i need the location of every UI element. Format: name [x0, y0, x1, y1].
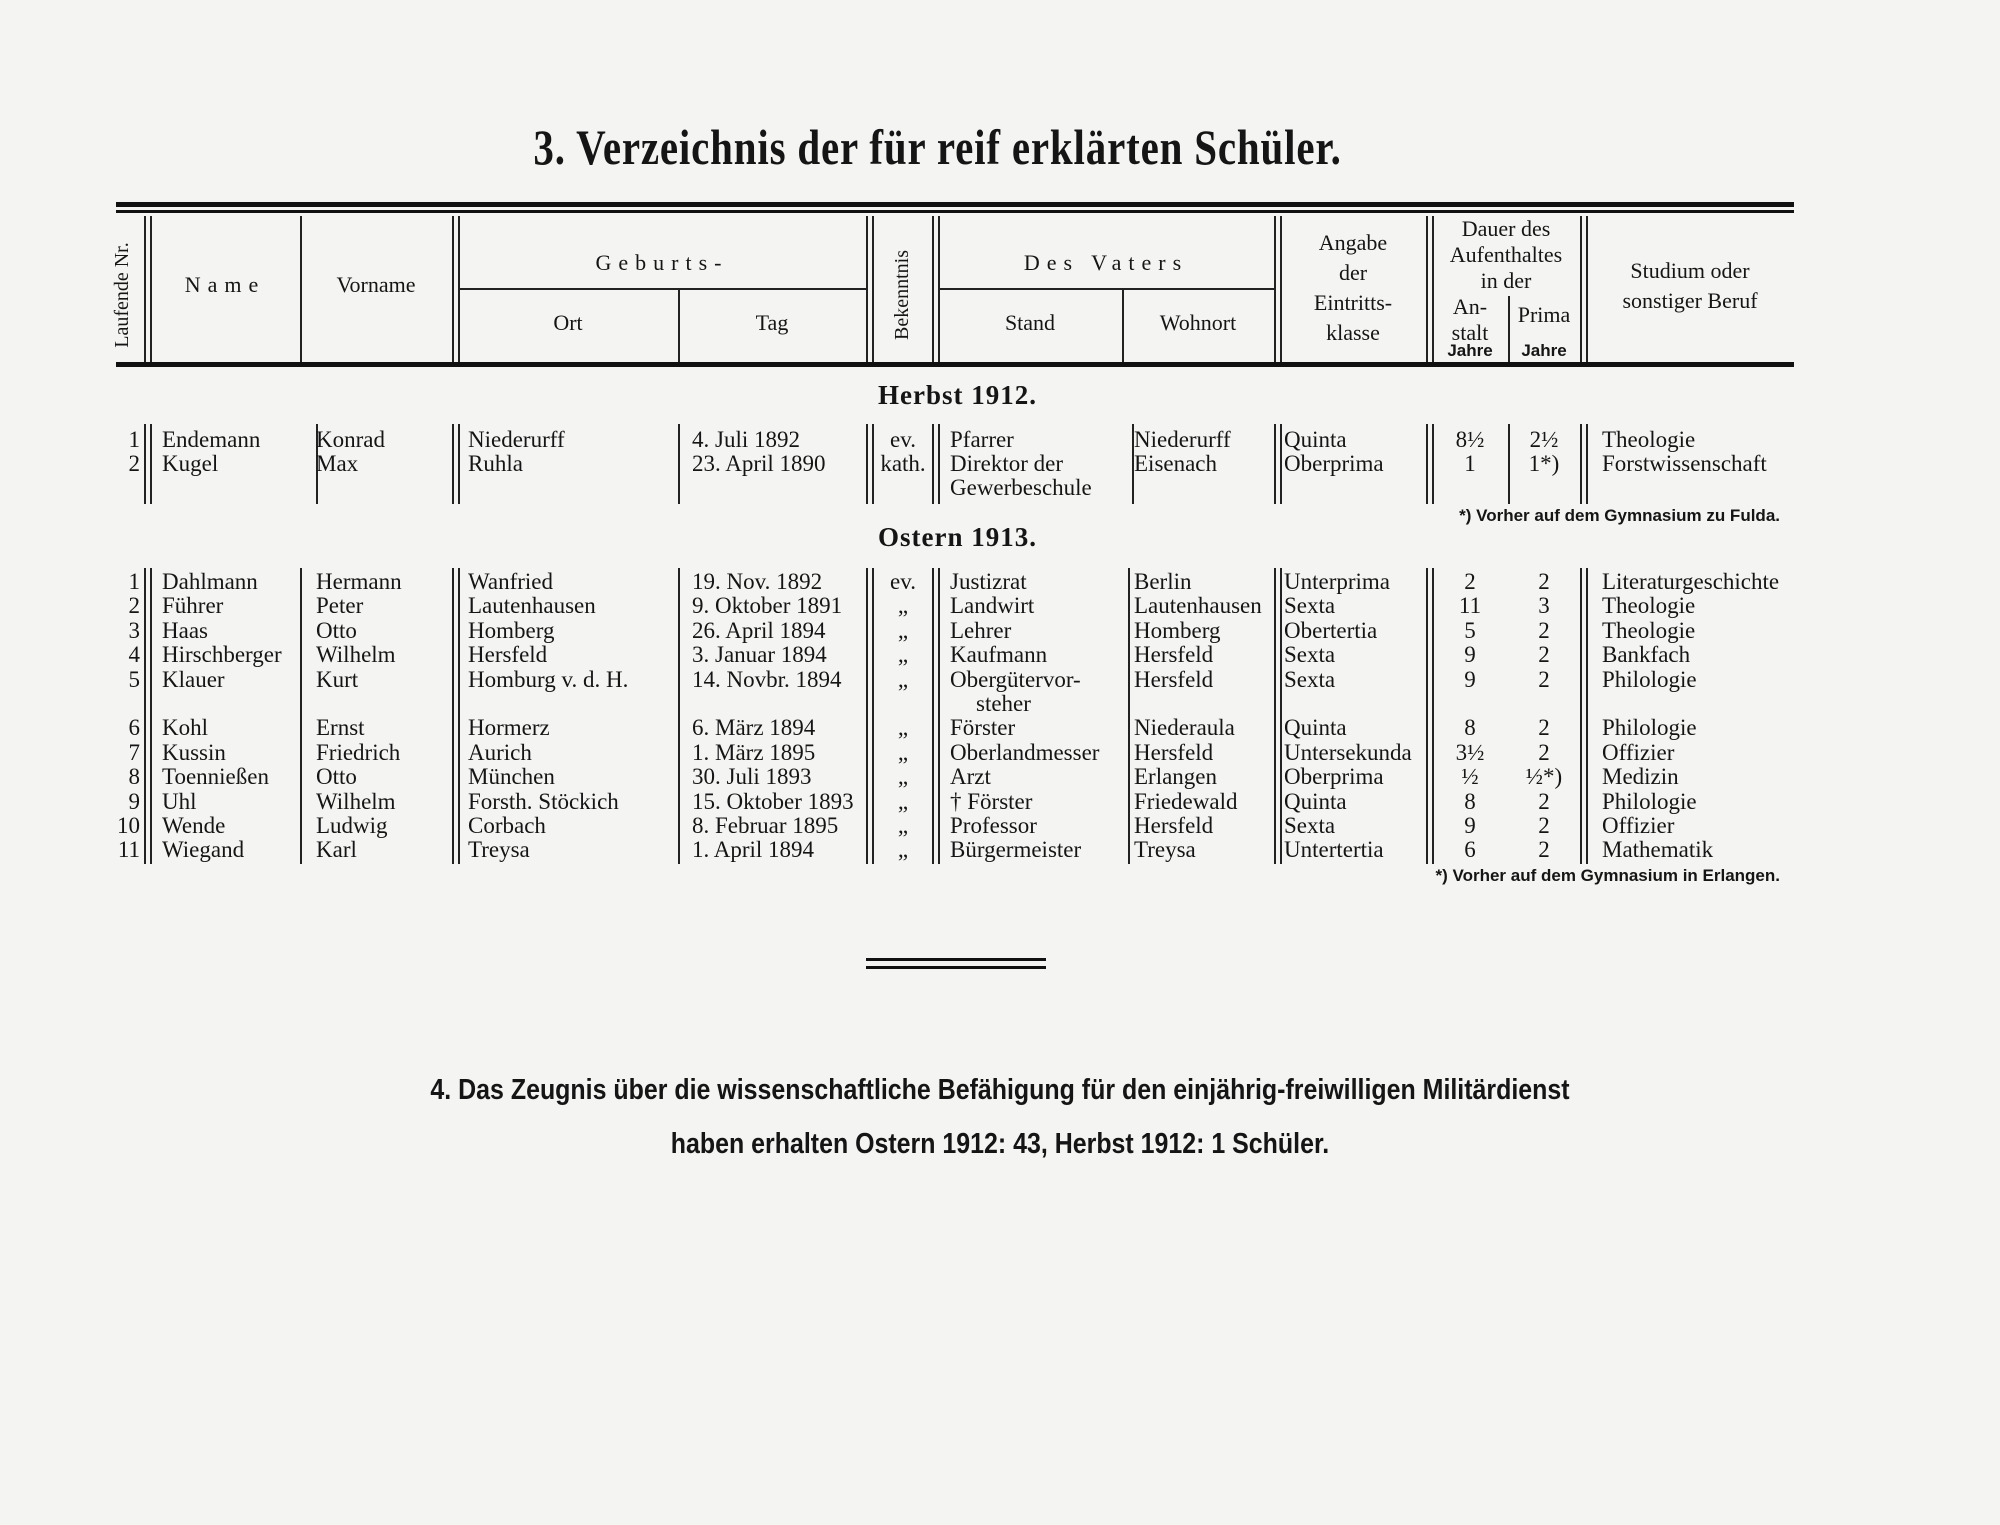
- bottom-text-line-1: 4. Das Zeugnis über die wissenschaftliche Befähigung für den einjährig-freiwilligen Militärdienst: [430, 1074, 1570, 1106]
- cell-klasse: Unterprima: [1284, 569, 1391, 594]
- cell-bek: „: [897, 837, 909, 863]
- cell-klasse: Untersekunda: [1284, 739, 1412, 765]
- cell-nr: 3: [128, 617, 140, 643]
- cell-vorname: Konrad: [316, 427, 385, 452]
- header-name: Name: [184, 272, 266, 297]
- header-geburts: Geburts-: [595, 250, 729, 275]
- cell-beruf: Theologie: [1602, 593, 1696, 619]
- cell-wohnort: Eisenach: [1134, 451, 1218, 476]
- cell-stand: Förster: [950, 715, 1016, 741]
- cell-anstalt: 6: [1464, 837, 1476, 863]
- page-title: 3. Verzeichnis der für reif erklärten Schüler.: [533, 119, 1342, 175]
- cell-stand: Kaufmann: [950, 642, 1048, 668]
- cell-anstalt: 9: [1464, 642, 1476, 668]
- cell-bek: „: [897, 666, 909, 692]
- cell-nr: 6: [128, 715, 140, 741]
- cell-bek: „: [897, 813, 909, 838]
- cell-tag: 6. März 1894: [692, 715, 816, 741]
- cell-stand: Lehrer: [950, 617, 1012, 643]
- cell-wohnort: Niederurff: [1134, 427, 1231, 452]
- table-row: [0, 619, 2000, 643]
- cell-beruf: Forstwissenschaft: [1602, 451, 1767, 476]
- cell-nr: 2: [128, 593, 140, 619]
- cell-name: Klauer: [162, 666, 225, 692]
- cell-klasse: Untertertia: [1284, 837, 1384, 863]
- cell-nr: 7: [128, 739, 140, 765]
- cell-vorname: Ludwig: [316, 813, 388, 838]
- cell-prima: 3: [1538, 593, 1550, 619]
- cell-anstalt: 11: [1458, 593, 1482, 619]
- cell-anstalt: 3½: [1455, 739, 1485, 765]
- cell-ort: Homberg: [468, 617, 555, 643]
- cell-tag: 14. Novbr. 1894: [692, 666, 842, 692]
- cell-klasse: Quinta: [1284, 715, 1347, 741]
- cell-name: Endemann: [162, 427, 261, 452]
- cell-bek: ev.: [890, 427, 916, 452]
- cell-wohnort: Hersfeld: [1134, 813, 1214, 838]
- cell-bek: „: [897, 715, 909, 741]
- cell-wohnort: Hersfeld: [1134, 666, 1214, 692]
- cell-beruf: Medizin: [1602, 764, 1679, 790]
- cell-nr: 9: [128, 788, 140, 814]
- cell-beruf: Theologie: [1602, 617, 1696, 643]
- cell-anstalt: 8½: [1455, 427, 1485, 452]
- cell-tag: 1. April 1894: [692, 837, 815, 863]
- cell-stand: Oberlandmesser: [950, 739, 1100, 765]
- cell-bek: „: [897, 617, 909, 643]
- cell-ort: Forsth. Stöckich: [468, 788, 619, 814]
- header-wohnort: Wohnort: [1159, 310, 1237, 335]
- cell-vorname: Peter: [316, 593, 364, 619]
- cell-vorname: Friedrich: [316, 739, 401, 765]
- cell-prima: 2: [1538, 617, 1550, 643]
- cell-vorname: Karl: [316, 837, 357, 863]
- table-row: [0, 451, 2000, 500]
- cell-prima: 2½: [1529, 427, 1559, 452]
- table-row: [0, 716, 2000, 740]
- cell-klasse: Sexta: [1284, 593, 1336, 619]
- table-row: [0, 741, 2000, 765]
- cell-prima: 2: [1538, 715, 1550, 741]
- cell-wohnort: Niederaula: [1134, 715, 1235, 741]
- cell-tag: 15. Oktober 1893: [692, 788, 854, 814]
- cell-wohnort: Hersfeld: [1134, 739, 1214, 765]
- table-row: [0, 428, 2000, 452]
- cell-bek: „: [897, 642, 909, 668]
- cell-name: Kussin: [162, 739, 226, 765]
- header-jahre-prima: Jahre: [1521, 341, 1567, 360]
- cell-nr: 8: [128, 764, 140, 790]
- header-dauer: Dauer des Aufenthaltes in der: [1449, 216, 1563, 293]
- header-des-vaters: Des Vaters: [1023, 250, 1189, 275]
- cell-prima: 1*): [1528, 451, 1560, 476]
- cell-anstalt: ½: [1461, 764, 1479, 790]
- cell-prima: 2: [1538, 788, 1550, 814]
- cell-klasse: Sexta: [1284, 666, 1336, 692]
- cell-beruf: Offizier: [1602, 739, 1675, 765]
- cell-klasse: Quinta: [1284, 427, 1347, 452]
- cell-tag: 3. Januar 1894: [692, 642, 827, 668]
- header-nr: Laufende Nr.: [111, 242, 133, 348]
- cell-wohnort: Berlin: [1134, 569, 1192, 594]
- cell-prima: ½*): [1525, 764, 1563, 790]
- bottom-text-line-2: haben erhalten Ostern 1912: 43, Herbst 1912: 1 Schüler.: [670, 1128, 1330, 1160]
- table-top-rule: [116, 202, 1794, 207]
- cell-beruf: Philologie: [1602, 666, 1697, 692]
- cell-ort: Treysa: [468, 837, 530, 863]
- cell-stand-continued: Gewerbeschule: [950, 475, 1092, 500]
- cell-name: Toennießen: [162, 764, 269, 790]
- cell-name: Hirschberger: [162, 642, 282, 668]
- cell-beruf: Mathematik: [1602, 837, 1714, 863]
- cell-anstalt: 8: [1464, 715, 1476, 741]
- cell-bek: „: [897, 764, 909, 790]
- cell-name: Dahlmann: [162, 569, 258, 594]
- table-row: [0, 814, 2000, 838]
- cell-name: Kohl: [162, 715, 208, 741]
- cell-prima: 2: [1538, 739, 1550, 765]
- cell-prima: 2: [1538, 813, 1550, 838]
- cell-vorname: Otto: [316, 764, 357, 790]
- cell-name: Führer: [162, 593, 224, 619]
- cell-prima: 2: [1538, 642, 1550, 668]
- cell-anstalt: 9: [1464, 666, 1476, 692]
- cell-nr: 1: [128, 569, 140, 594]
- cell-prima: 2: [1538, 666, 1550, 692]
- cell-stand: Justizrat: [950, 569, 1027, 594]
- separator-rule: [866, 958, 1046, 961]
- cell-beruf: Theologie: [1602, 427, 1696, 452]
- cell-nr: 2: [128, 451, 140, 476]
- separator-rule-2: [866, 966, 1046, 969]
- cell-wohnort: Lautenhausen: [1134, 593, 1262, 619]
- cell-tag: 1. März 1895: [692, 739, 816, 765]
- cell-prima: 2: [1538, 569, 1550, 594]
- cell-tag: 26. April 1894: [692, 617, 826, 643]
- cell-tag: 23. April 1890: [692, 451, 826, 476]
- header-angabe: Angabe der Eintritts- klasse: [1313, 230, 1393, 345]
- header-ort: Ort: [553, 310, 583, 335]
- cell-name: Wende: [162, 813, 226, 838]
- cell-beruf: Philologie: [1602, 715, 1697, 741]
- header-anstalt: An- stalt: [1451, 294, 1489, 345]
- cell-wohnort: Erlangen: [1134, 764, 1218, 790]
- cell-ort: Ruhla: [468, 451, 523, 476]
- cell-ort: Wanfried: [468, 569, 553, 594]
- cell-ort: Lautenhausen: [468, 593, 596, 619]
- cell-wohnort: Treysa: [1134, 837, 1196, 863]
- cell-ort: München: [468, 764, 555, 790]
- cell-stand: † Förster: [950, 788, 1033, 814]
- cell-tag: 8. Februar 1895: [692, 813, 839, 838]
- table-row: [0, 790, 2000, 814]
- cell-ort: Corbach: [468, 813, 546, 838]
- cell-ort: Niederurff: [468, 427, 565, 452]
- cell-klasse: Sexta: [1284, 813, 1336, 838]
- cell-stand: Professor: [950, 813, 1037, 838]
- cell-name: Kugel: [162, 451, 219, 476]
- table-row: [0, 838, 2000, 862]
- cell-klasse: Obertertia: [1284, 617, 1378, 643]
- footnote-ostern-1913: *) Vorher auf dem Gymnasium in Erlangen.: [1435, 866, 1780, 885]
- cell-bek: „: [897, 739, 909, 765]
- cell-vorname: Wilhelm: [316, 642, 396, 668]
- header-studium: Studium oder sonstiger Beruf: [1622, 258, 1758, 313]
- cell-tag: 4. Juli 1892: [692, 427, 800, 452]
- header-jahre-anstalt: Jahre: [1447, 341, 1493, 360]
- cell-name: Uhl: [162, 788, 197, 814]
- cell-bek: „: [897, 788, 909, 814]
- cell-bek: kath.: [880, 451, 926, 476]
- cell-ort: Hersfeld: [468, 642, 548, 668]
- cell-tag: 9. Oktober 1891: [692, 593, 843, 619]
- cell-tag: 19. Nov. 1892: [692, 569, 823, 594]
- cell-vorname: Kurt: [316, 666, 359, 692]
- cell-vorname: Ernst: [316, 715, 365, 741]
- cell-prima: 2: [1538, 837, 1550, 863]
- cell-klasse: Sexta: [1284, 642, 1336, 668]
- cell-name: Wiegand: [162, 837, 245, 863]
- cell-vorname: Hermann: [316, 569, 402, 594]
- header-vorname: Vorname: [336, 272, 416, 297]
- table-row: [0, 643, 2000, 667]
- cell-beruf: Bankfach: [1602, 642, 1691, 668]
- cell-nr: 4: [128, 642, 140, 668]
- footnote-herbst-1912: *) Vorher auf dem Gymnasium zu Fulda.: [1459, 506, 1780, 525]
- cell-bek: „: [897, 593, 909, 619]
- cell-anstalt: 5: [1464, 617, 1476, 643]
- cell-nr: 10: [117, 813, 140, 838]
- section-heading-herbst-1912: Herbst 1912.: [878, 380, 1037, 410]
- header-bekenntnis: Bekenntnis: [891, 250, 913, 340]
- cell-anstalt: 1: [1464, 451, 1476, 476]
- cell-stand: Landwirt: [950, 593, 1035, 619]
- cell-wohnort: Friedewald: [1134, 788, 1238, 814]
- table-top-rule-2: [116, 210, 1794, 213]
- cell-stand: Pfarrer: [950, 427, 1014, 452]
- cell-klasse: Oberprima: [1284, 764, 1384, 790]
- cell-stand: Obergütervor-: [950, 666, 1081, 692]
- cell-anstalt: 9: [1464, 813, 1476, 838]
- cell-klasse: Oberprima: [1284, 451, 1384, 476]
- cell-ort: Homburg v. d. H.: [468, 666, 629, 692]
- cell-wohnort: Homberg: [1134, 617, 1221, 643]
- cell-stand: Direktor der: [950, 451, 1064, 476]
- cell-beruf: Offizier: [1602, 813, 1675, 838]
- cell-ort: Hormerz: [468, 715, 550, 741]
- header-tag: Tag: [755, 310, 789, 335]
- header-stand: Stand: [1004, 310, 1056, 335]
- cell-vorname: Wilhelm: [316, 788, 396, 814]
- cell-bek: ev.: [890, 569, 916, 594]
- cell-stand: Arzt: [950, 764, 991, 790]
- cell-vorname: Max: [316, 451, 359, 476]
- cell-ort: Aurich: [468, 739, 532, 765]
- section-heading-ostern-1913: Ostern 1913.: [878, 522, 1037, 552]
- cell-klasse: Quinta: [1284, 788, 1347, 814]
- cell-anstalt: 8: [1464, 788, 1476, 814]
- cell-nr: 5: [128, 666, 140, 692]
- header-prima: Prima: [1517, 302, 1571, 327]
- cell-anstalt: 2: [1464, 569, 1476, 594]
- cell-beruf: Philologie: [1602, 788, 1697, 814]
- cell-tag: 30. Juli 1893: [692, 764, 812, 790]
- table-row: [0, 570, 2000, 594]
- cell-nr: 1: [128, 427, 140, 452]
- table-row: [0, 666, 2000, 716]
- cell-nr: 11: [117, 837, 140, 863]
- cell-name: Haas: [162, 617, 208, 643]
- cell-beruf: Literaturgeschichte: [1602, 569, 1780, 594]
- table-row: [0, 594, 2000, 618]
- cell-vorname: Otto: [316, 617, 357, 643]
- cell-wohnort: Hersfeld: [1134, 642, 1214, 668]
- cell-stand-continued: steher: [976, 690, 1031, 716]
- cell-stand: Bürgermeister: [950, 837, 1082, 863]
- table-row: [0, 765, 2000, 789]
